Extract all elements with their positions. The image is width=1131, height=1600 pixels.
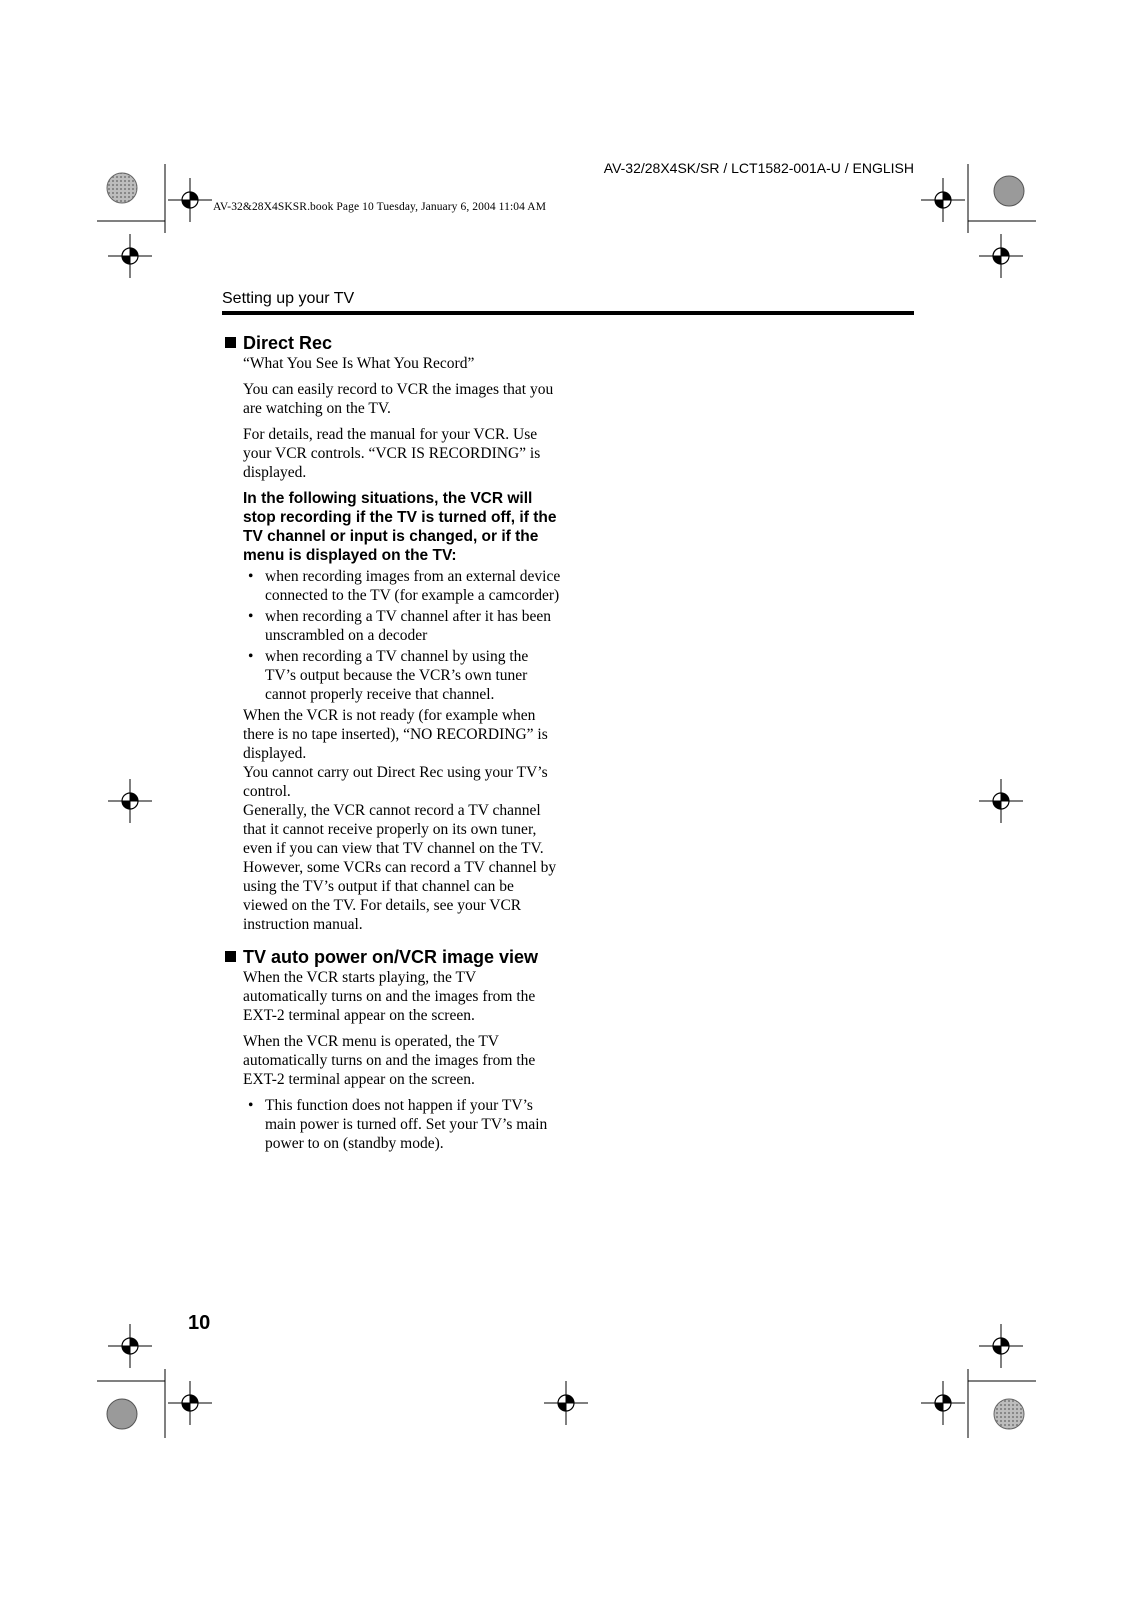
color-target-icon (107, 173, 137, 203)
paragraph: Generally, the VCR cannot record a TV channel that it cannot receive properly on its own tuner, even if you can view that TV channel on the TV. However, some VCRs can record a TV channel by using the TV’s output if that channel can be viewed on the TV. For details, see your VCR instruction manual. (243, 802, 557, 933)
list-item: • when recording a TV channel by using the TV’s output because the VCR’s own tuner cannot properly receive that channel. (248, 648, 529, 703)
crosshair-icon (108, 234, 152, 278)
square-bullet-icon (225, 951, 236, 962)
direct-rec-body (222, 354, 562, 482)
paragraph: You can easily record to VCR the images that you are watching on the TV. (243, 381, 554, 417)
color-target-icon (994, 1399, 1024, 1429)
crosshair-icon (544, 1381, 588, 1425)
crosshair-icon (168, 178, 212, 222)
list-item: • when recording images from an external device connected to the TV (for example a camcorder) (248, 568, 561, 604)
section-rule (222, 311, 914, 315)
color-target-icon (994, 176, 1024, 206)
tv-auto-body (222, 968, 562, 1089)
paragraph: For details, read the manual for your VCR. Use your VCR controls. “VCR IS RECORDING” is displayed. (243, 426, 541, 481)
crosshair-icon (921, 178, 965, 222)
crosshair-icon (168, 1381, 212, 1425)
direct-rec-notes (222, 706, 562, 934)
section-title: Setting up your TV (222, 290, 355, 307)
crosshair-icon (979, 1324, 1023, 1368)
crosshair-icon (921, 1381, 965, 1425)
color-target-icon (107, 1399, 137, 1429)
list-item: • This function does not happen if your TV’s main power is turned off. Set your TV’s main power to on (standby mode). (248, 1097, 548, 1152)
document-code: AV-32/28X4SK/SR / LCT1582-001A-U / ENGLISH (603, 160, 914, 176)
direct-rec-heading: Direct Rec (222, 332, 562, 354)
warning-text: In the following situations, the VCR will stop recording if the TV is turned off, if the TV channel or input is changed, or if the menu is displayed on the TV: (243, 490, 557, 564)
square-bullet-icon (225, 337, 236, 348)
paragraph: You cannot carry out Direct Rec using your TV’s control. (243, 764, 548, 800)
page-number: 10 (188, 1312, 211, 1334)
book-info: AV-32&28X4SKSR.book Page 10 Tuesday, January 6, 2004 11:04 AM (213, 201, 547, 213)
crosshair-icon (108, 779, 152, 823)
paragraph: When the VCR is not ready (for example when there is no tape inserted), “NO RECORDING” is displayed. (243, 707, 548, 762)
bullet-list (222, 1096, 562, 1153)
content-column (222, 332, 562, 1155)
tagline: “What You See Is What You Record” (243, 355, 475, 372)
bullet-list (222, 567, 562, 704)
crosshair-icon (979, 779, 1023, 823)
tv-auto-heading: TV auto power on/VCR image view (222, 946, 562, 968)
crosshair-icon (108, 1324, 152, 1368)
crosshair-icon (979, 234, 1023, 278)
paragraph: When the VCR starts playing, the TV automatically turns on and the images from the EXT-2 terminal appear on the screen. (243, 969, 536, 1024)
paragraph: When the VCR menu is operated, the TV automatically turns on and the images from the EXT-2 terminal appear on the screen. (243, 1033, 536, 1088)
list-item: • when recording a TV channel after it has been unscrambled on a decoder (248, 608, 552, 644)
